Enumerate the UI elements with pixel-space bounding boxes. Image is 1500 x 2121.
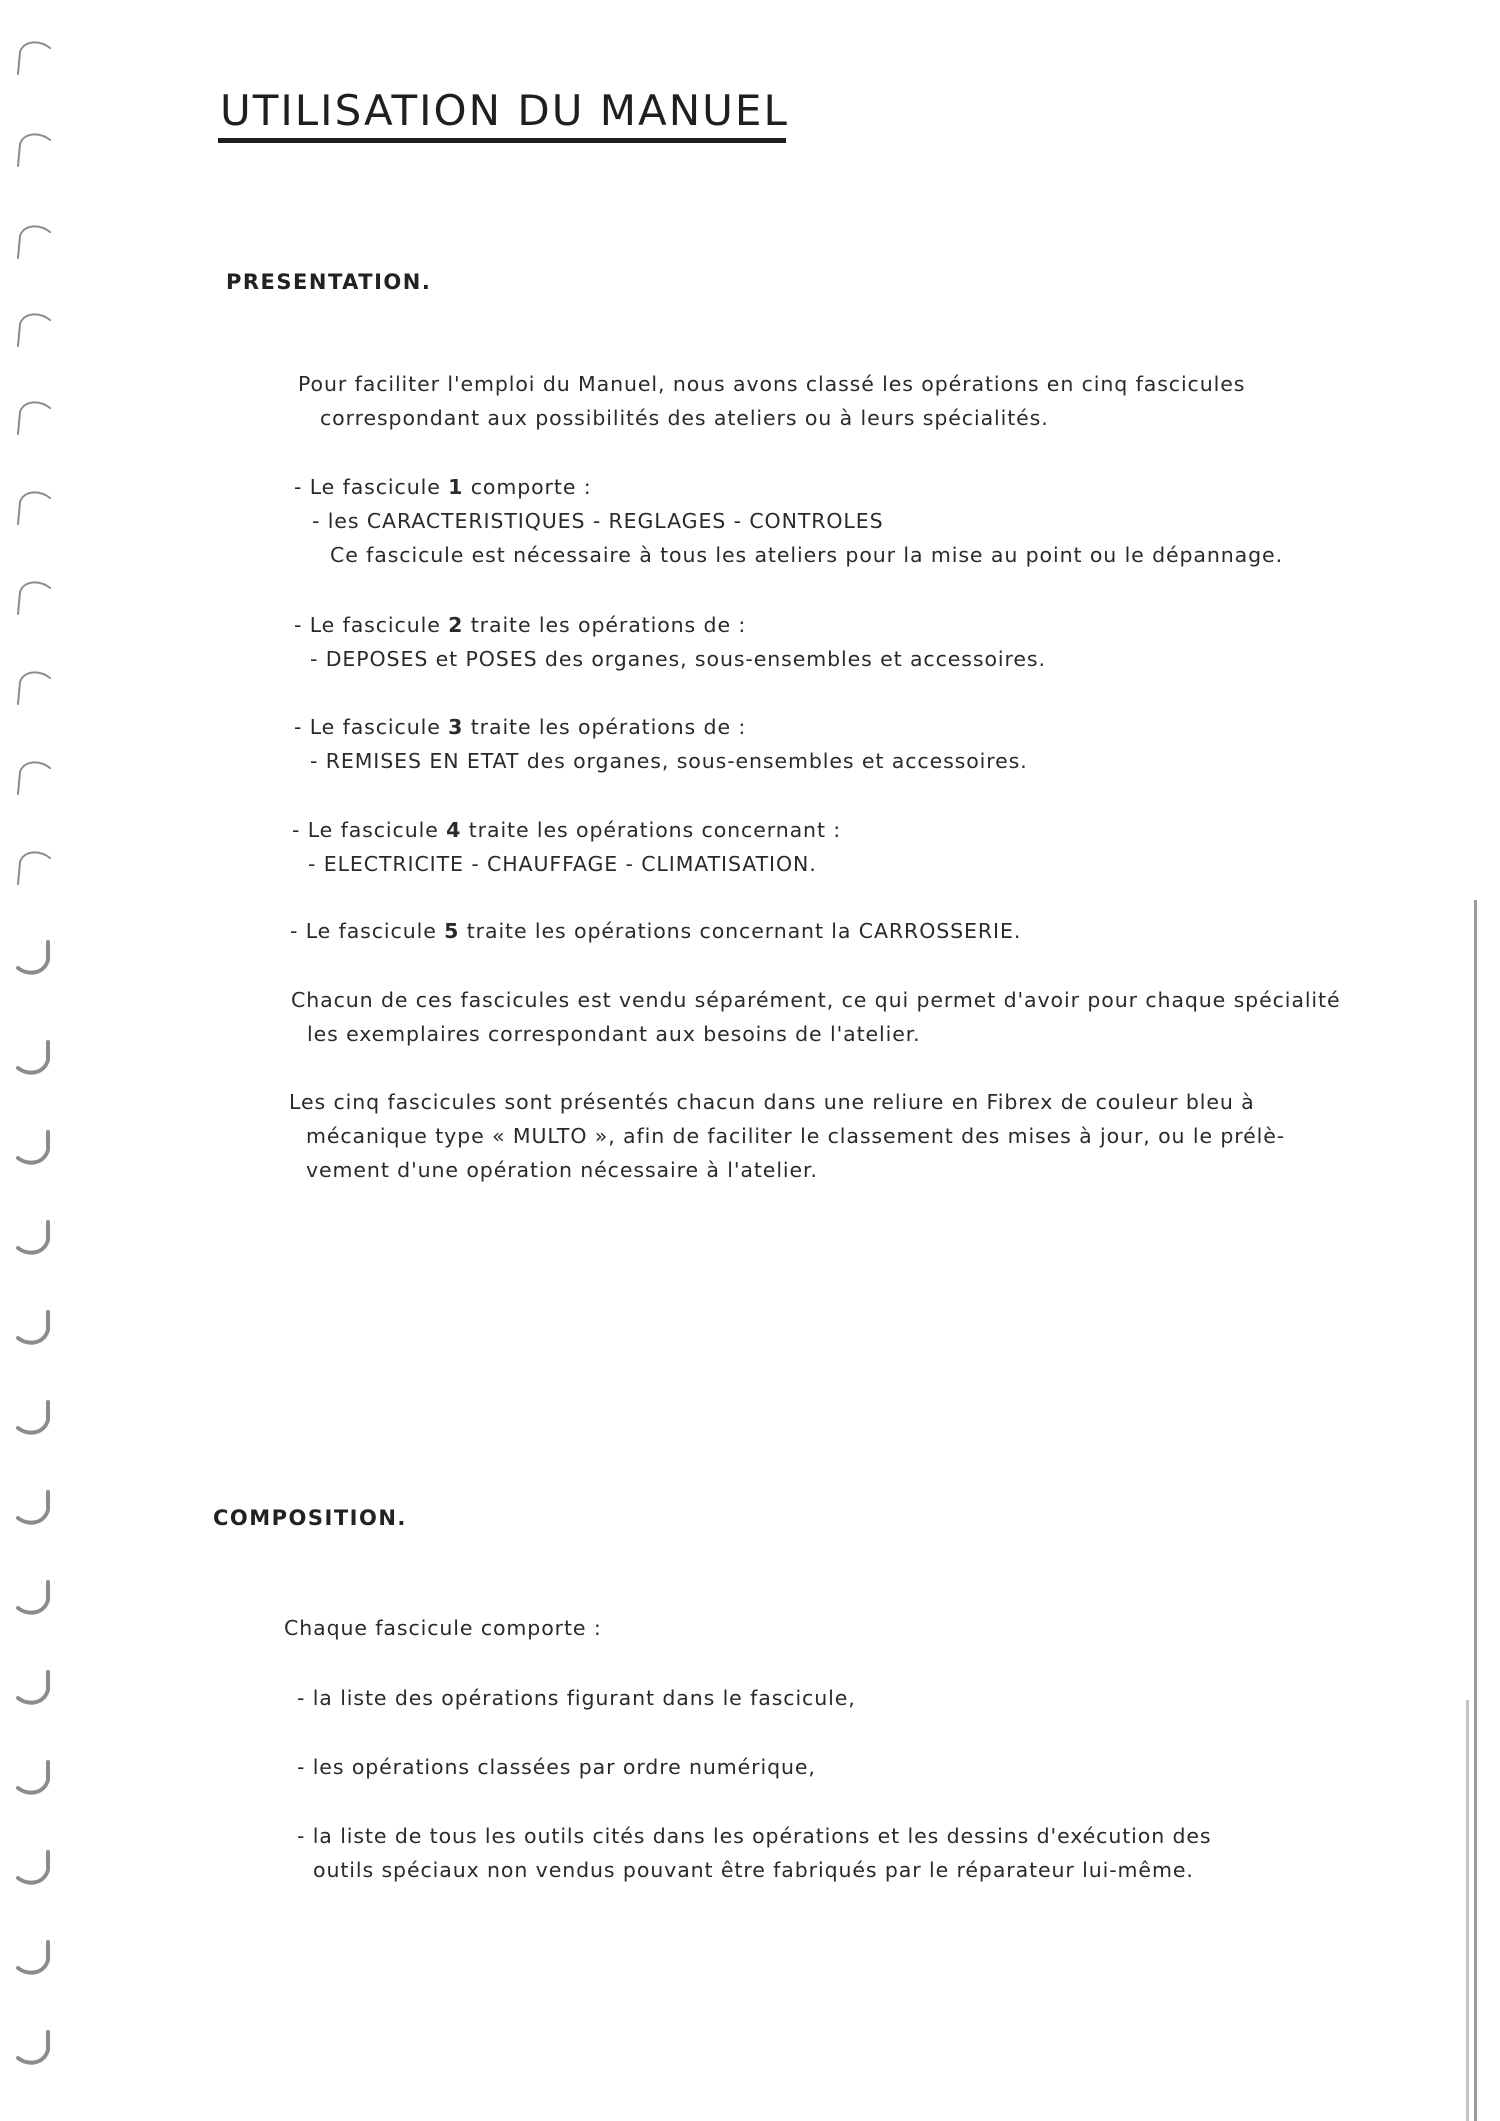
fascicule-3-title <box>294 710 1028 744</box>
binding-ring-icon <box>10 668 56 708</box>
fascicule-1-item <box>294 470 1283 572</box>
fascicule-3-suffix: traite les opérations de : <box>470 715 747 739</box>
fascicule-1-topics: - les CARACTERISTIQUES - REGLAGES - CONTROLES <box>312 509 884 533</box>
page-edge-shadow-inner <box>1466 1700 1469 2121</box>
composition-heading: COMPOSITION. <box>213 1506 407 1530</box>
binding-line-3: vement d'une opération nécessaire à l'atelier. <box>306 1158 818 1182</box>
fascicule-3-prefix: - Le fascicule <box>294 715 441 739</box>
binding-ring-icon <box>10 398 56 438</box>
binding-ring-icon <box>10 1488 56 1528</box>
composition-item-3-line-1: - la liste de tous les outils cités dans les opérations et les dessins d'exécution des <box>297 1824 1212 1848</box>
fascicule-5-item <box>290 914 1021 948</box>
binding-ring-icon <box>10 1938 56 1978</box>
fascicule-2-prefix: - Le fascicule <box>294 613 441 637</box>
composition-item-3-line-2: outils spéciaux non vendus pouvant être fabriqués par le réparateur lui-même. <box>313 1858 1194 1882</box>
page-title: UTILISATION DU MANUEL <box>220 86 789 135</box>
fascicule-4-topics: - ELECTRICITE - CHAUFFAGE - CLIMATISATION. <box>308 852 817 876</box>
binding-ring-icon <box>10 1218 56 1258</box>
fascicule-2-title <box>294 608 1046 642</box>
sales-line-1: Chacun de ces fascicules est vendu séparément, ce qui permet d'avoir pour chaque spécialité <box>291 988 1341 1012</box>
fascicule-5-title <box>290 914 1021 948</box>
fascicule-1-prefix: - Le fascicule <box>294 475 441 499</box>
binding-ring-icon <box>10 1128 56 1168</box>
binding-ring-icon <box>10 38 56 78</box>
presentation-intro <box>298 367 1245 435</box>
fascicule-2-topics: - DEPOSES et POSES des organes, sous-ensembles et accessoires. <box>310 647 1046 671</box>
page-edge-shadow <box>1474 900 1477 2121</box>
composition-item-3 <box>297 1819 1212 1887</box>
presentation-heading: PRESENTATION. <box>226 270 432 294</box>
binding-ring-icon <box>10 1668 56 1708</box>
binding-ring-icon <box>10 310 56 350</box>
binding-ring-icon <box>10 1308 56 1348</box>
binding-ring-icon <box>10 1038 56 1078</box>
binding-line-1: Les cinq fascicules sont présentés chacun dans une reliure en Fibrex de couleur bleu à <box>289 1090 1255 1114</box>
fascicule-3-number: 3 <box>448 715 464 739</box>
binding-ring-icon <box>10 1398 56 1438</box>
fascicule-5-suffix: traite les opérations concernant la CARROSSERIE. <box>466 919 1022 943</box>
fascicule-4-number: 4 <box>446 818 462 842</box>
binding-ring-icon <box>10 1578 56 1618</box>
fascicule-2-item <box>294 608 1046 676</box>
binding-ring-icon <box>10 848 56 888</box>
title-underline <box>218 138 786 143</box>
composition-item-2: - les opérations classées par ordre numérique, <box>297 1755 816 1779</box>
binding-paragraph <box>289 1085 1285 1187</box>
fascicule-2-suffix: traite les opérations de : <box>470 613 747 637</box>
binding-ring-icon <box>10 1848 56 1888</box>
binding-ring-icon <box>10 758 56 798</box>
fascicule-3-topics: - REMISES EN ETAT des organes, sous-ensembles et accessoires. <box>310 749 1028 773</box>
sales-line-2: les exemplaires correspondant aux besoins de l'atelier. <box>307 1022 921 1046</box>
fascicule-1-note: Ce fascicule est nécessaire à tous les ateliers pour la mise au point ou le dépannage. <box>330 543 1283 567</box>
binding-ring-icon <box>10 2028 56 2068</box>
binding-ring-icon <box>10 1758 56 1798</box>
binding-ring-icon <box>10 222 56 262</box>
fascicule-4-prefix: - Le fascicule <box>292 818 439 842</box>
fascicule-1-title <box>294 470 1283 504</box>
presentation-intro-line-2: correspondant aux possibilités des ateliers ou à leurs spécialités. <box>320 406 1049 430</box>
fascicule-4-title <box>292 813 841 847</box>
fascicule-5-number: 5 <box>444 919 460 943</box>
sales-paragraph <box>291 983 1340 1051</box>
binding-ring-icon <box>10 938 56 978</box>
composition-intro: Chaque fascicule comporte : <box>284 1616 602 1640</box>
composition-item-1: - la liste des opérations figurant dans le fascicule, <box>297 1686 856 1710</box>
fascicule-1-number: 1 <box>448 475 464 499</box>
fascicule-4-suffix: traite les opérations concernant : <box>468 818 842 842</box>
presentation-intro-line-1: Pour faciliter l'emploi du Manuel, nous avons classé les opérations en cinq fascicules <box>298 372 1246 396</box>
fascicule-5-prefix: - Le fascicule <box>290 919 437 943</box>
fascicule-4-item <box>292 813 841 881</box>
binding-line-2: mécanique type « MULTO », afin de faciliter le classement des mises à jour, ou le prélè- <box>306 1124 1286 1148</box>
fascicule-3-item <box>294 710 1028 778</box>
fascicule-1-suffix: comporte : <box>470 475 592 499</box>
binding-ring-icon <box>10 488 56 528</box>
binding-ring-icon <box>10 130 56 170</box>
binding-ring-icon <box>10 578 56 618</box>
fascicule-2-number: 2 <box>448 613 464 637</box>
